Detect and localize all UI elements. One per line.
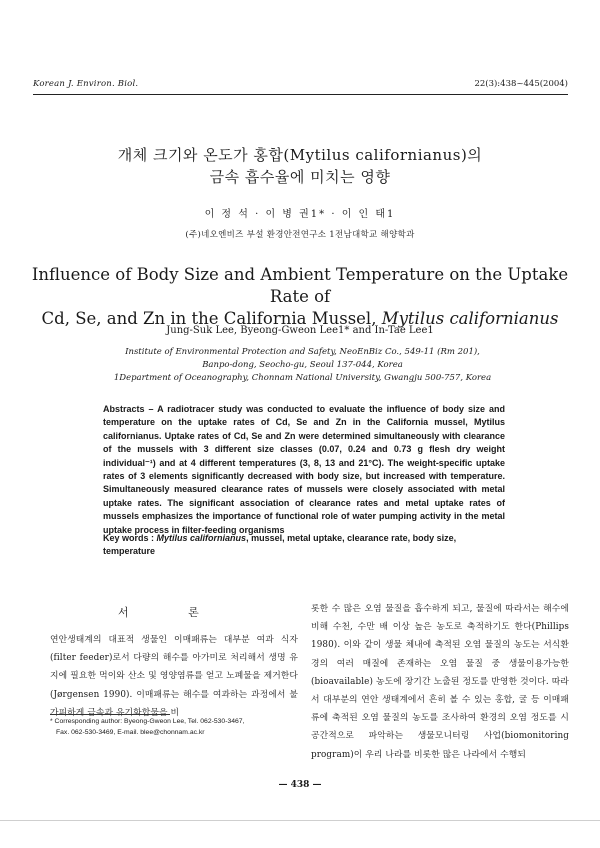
keywords-species: Mytilus californianus bbox=[156, 533, 247, 543]
footnote bbox=[50, 717, 310, 738]
page-bottom-edge bbox=[0, 820, 600, 821]
keywords bbox=[103, 532, 505, 559]
footnote-line1: * Corresponding author: Byeong-Gweon Lee, Tel. 062-530-3467, bbox=[50, 718, 245, 725]
keywords-rest: , mussel, metal uptake, clearance rate, body size, temperature bbox=[103, 533, 457, 557]
english-title-prefix: Cd, Se, and Zn in the California Mussel, bbox=[41, 309, 382, 328]
keywords-label: Key words : bbox=[103, 533, 155, 543]
citation: 22(3):438~445(2004) bbox=[474, 79, 568, 89]
english-authors: Jung-Suk Lee, Byeong-Gweon Lee1* and In-Tae Lee1 bbox=[166, 325, 434, 336]
korean-affiliation: (주)네오엔비즈 부설 환경안전연구소 1전남대학교 해양학과 bbox=[185, 230, 415, 240]
section-heading: 서 론 bbox=[118, 606, 227, 619]
body-right-column: 롯한 수 많은 오염 물질을 흡수하게 되고, 물질에 따라서는 해수에 비해 수천, 수만 배 이상 높은 농도로 축적하기도 한다(Phillips 1980). 이와 같이 생물 체내에 축적된 오염 물질의 농도는 서식환경의 여러 매질에 존재하는 오염 물질 중 생물이용가능한(bioavailable) 농도에 장기간 노출된 정도를 반영한 것이다. 따라서 대부분의 연안 생태계에서 흔히 볼 수 있는 홍합, 굴 등 이매패류에 축적된 오염 물질의 농도를 조사하여 환경의 오염 정도를 시공간적으로 파악하는 생물모니터링 사업(biomonitoring program)이 우리 나라를 비롯한 많은 나라에서 수행되 bbox=[311, 604, 569, 760]
korean-title-line1: 개체 크기와 온도가 홍합(Mytilus californianus)의 bbox=[117, 146, 483, 164]
affiliation-line1: Institute of Environmental Protection and Safety, NeoEnBiz Co., 549-11 (Rm 201), bbox=[125, 347, 480, 357]
english-title-line1: Influence of Body Size and Ambient Temperature on the Uptake Rate of bbox=[31, 265, 569, 306]
english-title-species: Mytilus californianus bbox=[381, 309, 559, 328]
body-left-column: 연안생태계의 대표적 생물인 이매패류는 대부분 여과 식자(filter feeder)로서 다량의 해수를 아가미로 처리해서 생명 유지에 필요한 먹이와 산소 및 영양염류를 얻고 노폐물을 제거한다(Jørgensen 1990). 이매패류는 해수를 여과하는 과정에서 불가피하게 금속과 유기화합물을 비 bbox=[50, 635, 298, 718]
english-title bbox=[20, 264, 580, 330]
page-number: — 438 — bbox=[278, 780, 322, 790]
english-affiliation bbox=[30, 346, 575, 385]
korean-title bbox=[0, 144, 600, 188]
footnote-rule bbox=[50, 714, 170, 715]
journal-name: Korean J. Environ. Biol. bbox=[33, 79, 139, 89]
header-rule bbox=[33, 94, 568, 95]
abstract-label: Abstracts bbox=[103, 404, 145, 414]
korean-title-line2: 금속 흡수율에 미치는 영향 bbox=[209, 168, 391, 186]
affiliation-line3: 1Department of Oceanography, Chonnam National University, Gwangju 500-757, Korea bbox=[113, 373, 492, 383]
footnote-line2: Fax. 062-530-3469, E-mail. blee@chonnam.ac.kr bbox=[56, 728, 205, 736]
affiliation-line2: Banpo-dong, Seocho-gu, Seoul 137-044, Korea bbox=[202, 360, 403, 370]
korean-authors: 이 정 석 · 이 병 권1* · 이 인 태1 bbox=[204, 209, 396, 220]
abstract-text: – A radiotracer study was conducted to evaluate the influence of body size and temperature on the uptake rates of Cd, Se and Zn in the California mussel, Mytilus californianus. Uptake rates of Cd, Se and Zn were determined simultaneously with clearance of the mussels with 3 different size classes (0.07, 0.24 and 0.73 g flesh dry weight individual⁻¹) and at 4 different temperatures (3, 8, 13 and 21°C). The weight-specific uptake rates of 3 elements significantly decreased with body size, but increased with temperature. Simultaneously measured clearance rates of mussels were closely associated with metal uptake rates. The significant association of clearance rates and metal uptake rates of mussels emphasizes the importance of functional role of water pumping activity in the metal uptake process in filter-feeding organisms bbox=[103, 404, 505, 535]
abstract bbox=[103, 403, 505, 537]
